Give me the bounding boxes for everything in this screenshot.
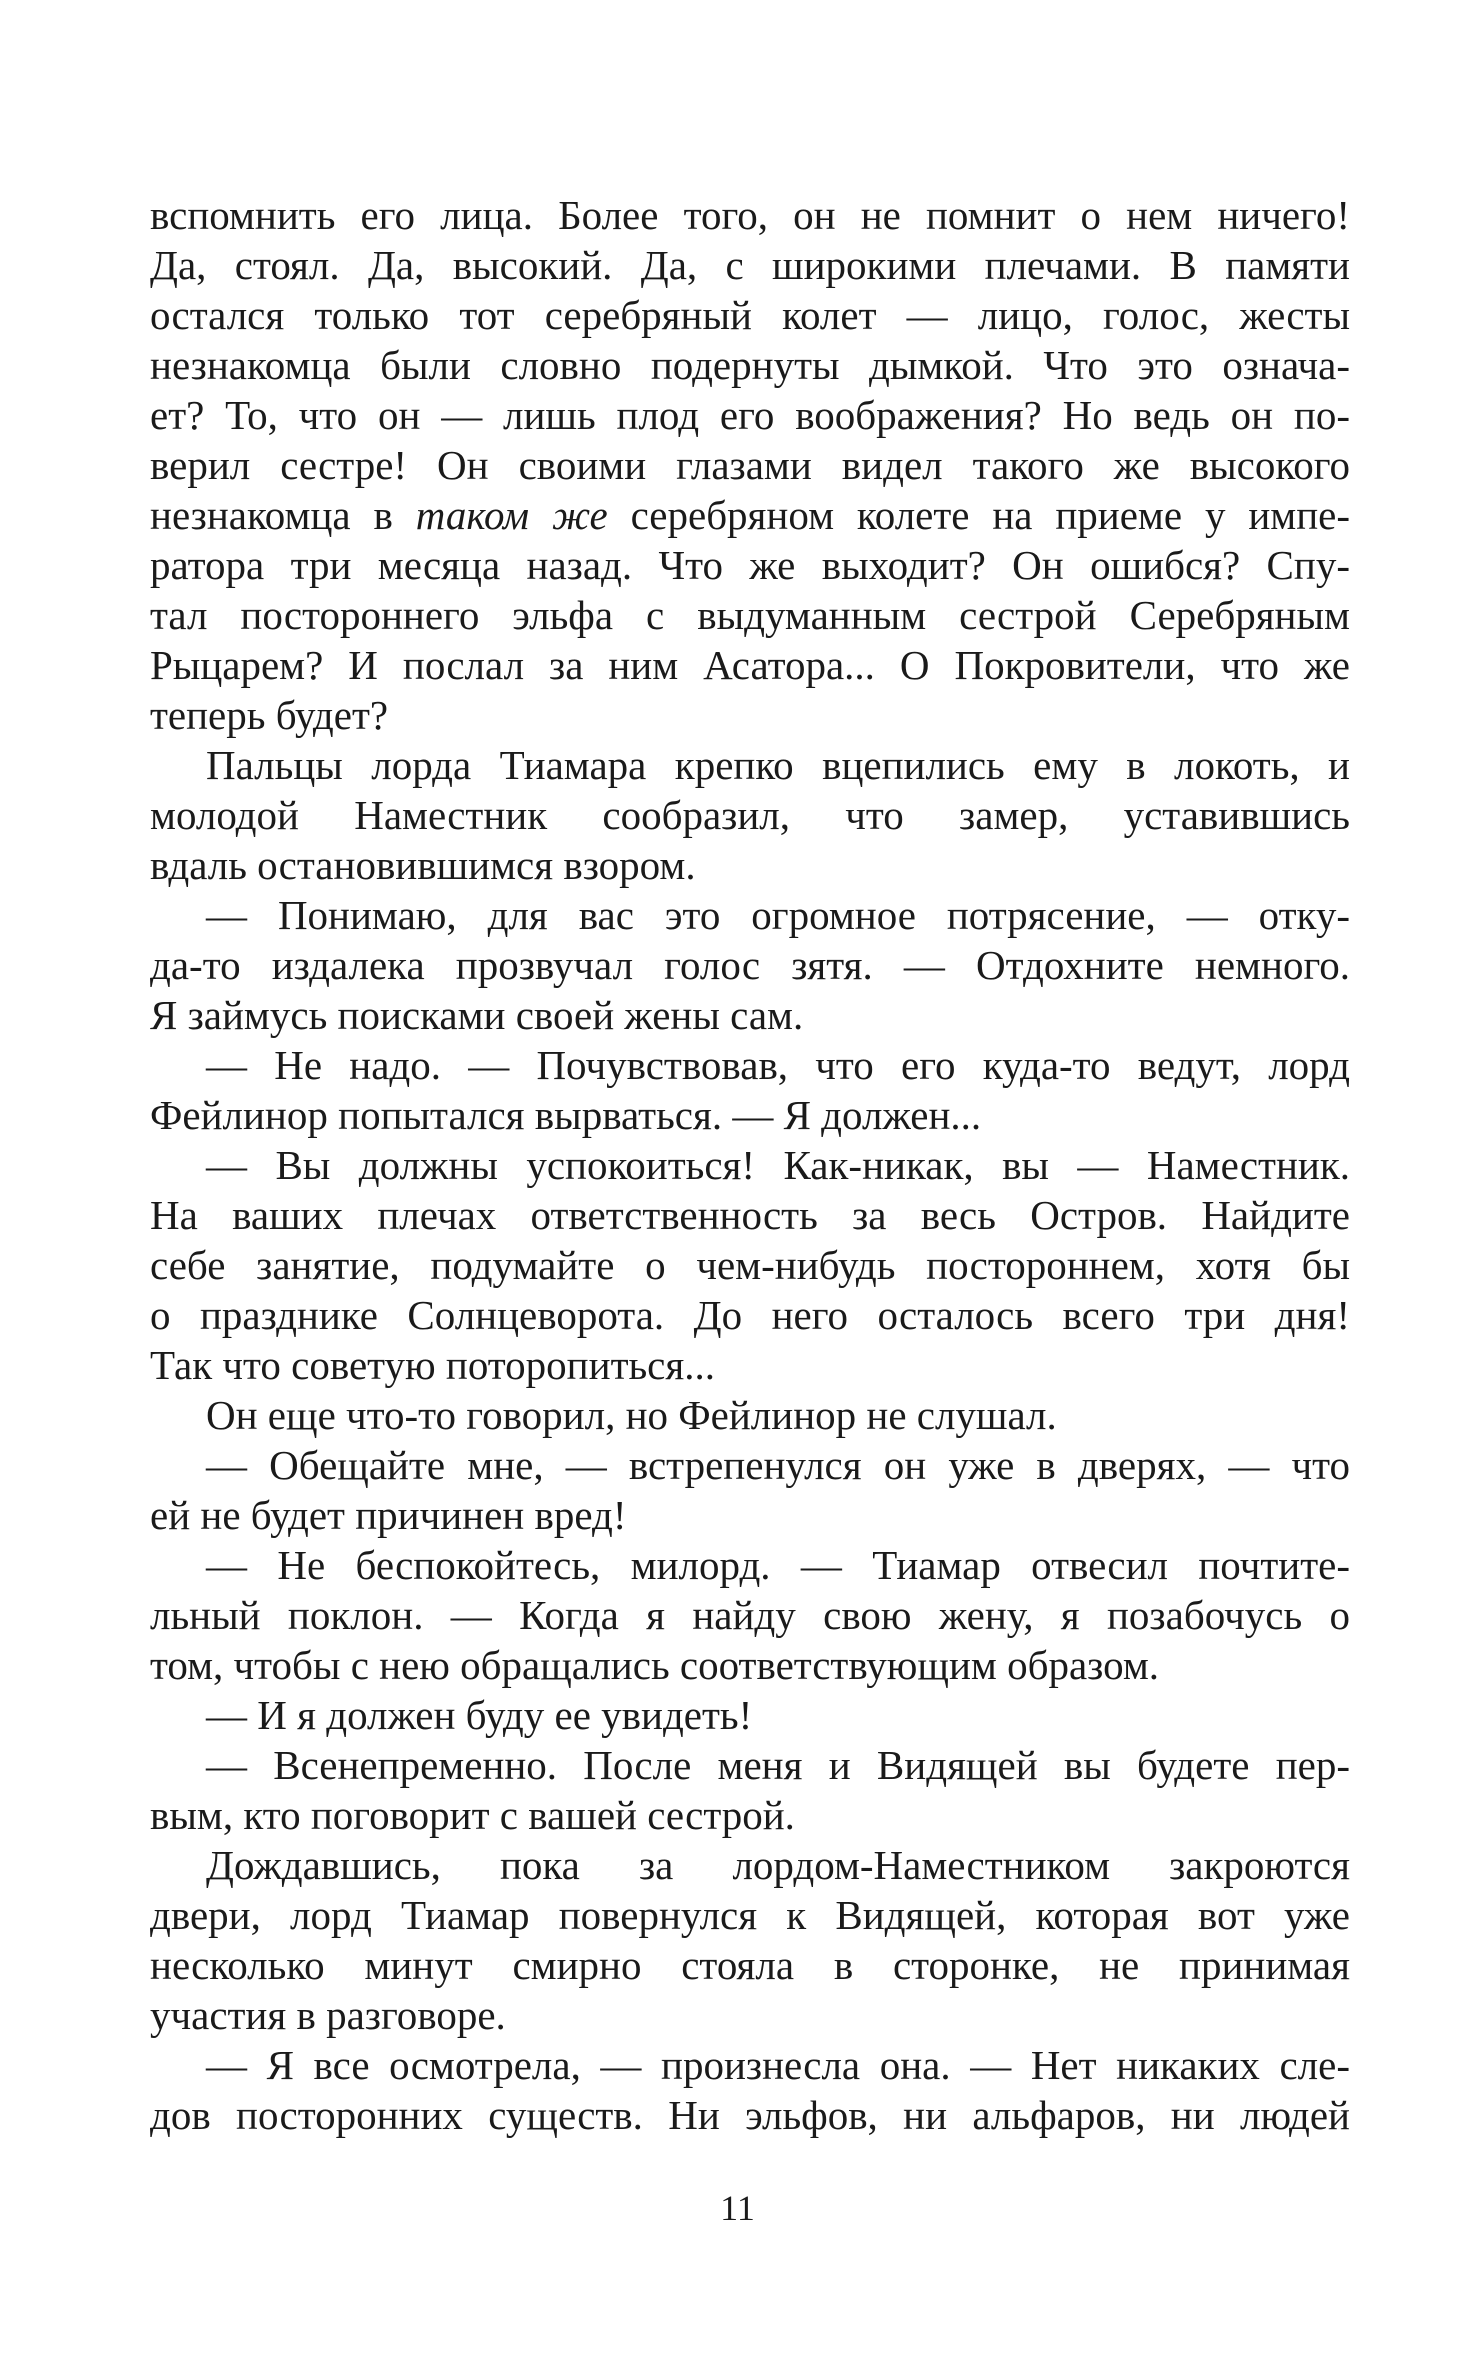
text-line: вспомнить его лица. Более того, он не помнит о нем ничего! (150, 192, 1350, 238)
text-line-with-italic (150, 490, 1350, 540)
paragraph-first-line: — Не беспокойтесь, милорд. — Тиамар отвесил почтите- (206, 1542, 1350, 1588)
text-line: На ваших плечах ответственность за весь Остров. Найдите (150, 1192, 1350, 1238)
text-line: Фейлинор попытался вырваться. — Я должен... (150, 1092, 982, 1138)
page-number: 11 (720, 2188, 755, 2228)
text-line: молодой Наместник сообразил, что замер, уставившись (150, 792, 1350, 838)
paragraph-first-line: Пальцы лорда Тиамара крепко вцепились ему в локоть, и (206, 742, 1350, 788)
text-line: Да, стоял. Да, высокий. Да, с широкими плечами. В памяти (150, 242, 1350, 288)
text-line: себе занятие, подумайте о чем-нибудь постороннем, хотя бы (150, 1242, 1350, 1288)
paragraph-first-line: Дождавшись, пока за лордом-Наместником закроются (206, 1842, 1350, 1888)
text-line: теперь будет? (150, 692, 389, 738)
text-line: Так что советую поторопиться... (150, 1342, 715, 1388)
paragraph-first-line: — Всенепременно. После меня и Видящей вы будете пер- (206, 1742, 1350, 1788)
text-line: о празднике Солнцеворота. До него осталось всего три дня! (150, 1292, 1350, 1338)
text-line: ратора три месяца назад. Что же выходит? Он ошибся? Спу- (150, 542, 1350, 588)
text-line: остался только тот серебряный колет — лицо, голос, жесты (150, 292, 1350, 338)
paragraph-first-line: Он еще что-то говорил, но Фейлинор не слушал. (206, 1392, 1057, 1438)
text-line: дов посторонних существ. Ни эльфов, ни альфаров, ни людей (150, 2092, 1350, 2138)
text-line: том, чтобы с нею обращались соответствующим образом. (150, 1642, 1160, 1688)
paragraph-first-line: — Не надо. — Почувствовав, что его куда-то ведут, лорд (206, 1042, 1350, 1088)
paragraph-first-line: — Понимаю, для вас это огромное потрясение, — отку- (206, 892, 1350, 938)
text-segment: незнакомца в (150, 492, 416, 538)
text-segment: серебряном колете на приеме у импе- (607, 492, 1351, 538)
text-line: незнакомца были словно подернуты дымкой. Что это означа- (150, 342, 1350, 388)
text-line: Я займусь поисками своей жены сам. (150, 992, 804, 1038)
text-line: вым, кто поговорит с вашей сестрой. (150, 1792, 795, 1838)
paragraph-first-line: — И я должен буду ее увидеть! (206, 1692, 753, 1738)
text-line: тал постороннего эльфа с выдуманным сестрой Серебряным (150, 592, 1350, 638)
text-line: вдаль остановившимся взором. (150, 842, 696, 888)
text-line: да-то издалека прозвучал голос зятя. — Отдохните немного. (150, 942, 1350, 988)
text-line: ей не будет причинен вред! (150, 1492, 627, 1538)
italic-emphasis: таком же (415, 492, 608, 538)
text-line: двери, лорд Тиамар повернулся к Видящей, которая вот уже (150, 1892, 1350, 1938)
text-line: ет? То, что он — лишь плод его воображения? Но ведь он по- (150, 392, 1350, 438)
text-line: участия в разговоре. (150, 1992, 506, 2038)
paragraph-first-line: — Обещайте мне, — встрепенулся он уже в дверях, — что (206, 1442, 1350, 1488)
text-line: верил сестре! Он своими глазами видел такого же высокого (150, 442, 1350, 488)
text-line: льный поклон. — Когда я найду свою жену, я позабочусь о (150, 1592, 1350, 1638)
book-page-text (150, 190, 1350, 2140)
text-line: несколько минут смирно стояла в сторонке, не принимая (150, 1942, 1350, 1988)
text-line: Рыцарем? И послал за ним Асатора... О Покровители, что же (150, 642, 1350, 688)
paragraph-first-line: — Вы должны успокоиться! Как-никак, вы — Наместник. (206, 1142, 1350, 1188)
paragraph-first-line: — Я все осмотрела, — произнесла она. — Нет никаких сле- (206, 2042, 1350, 2088)
